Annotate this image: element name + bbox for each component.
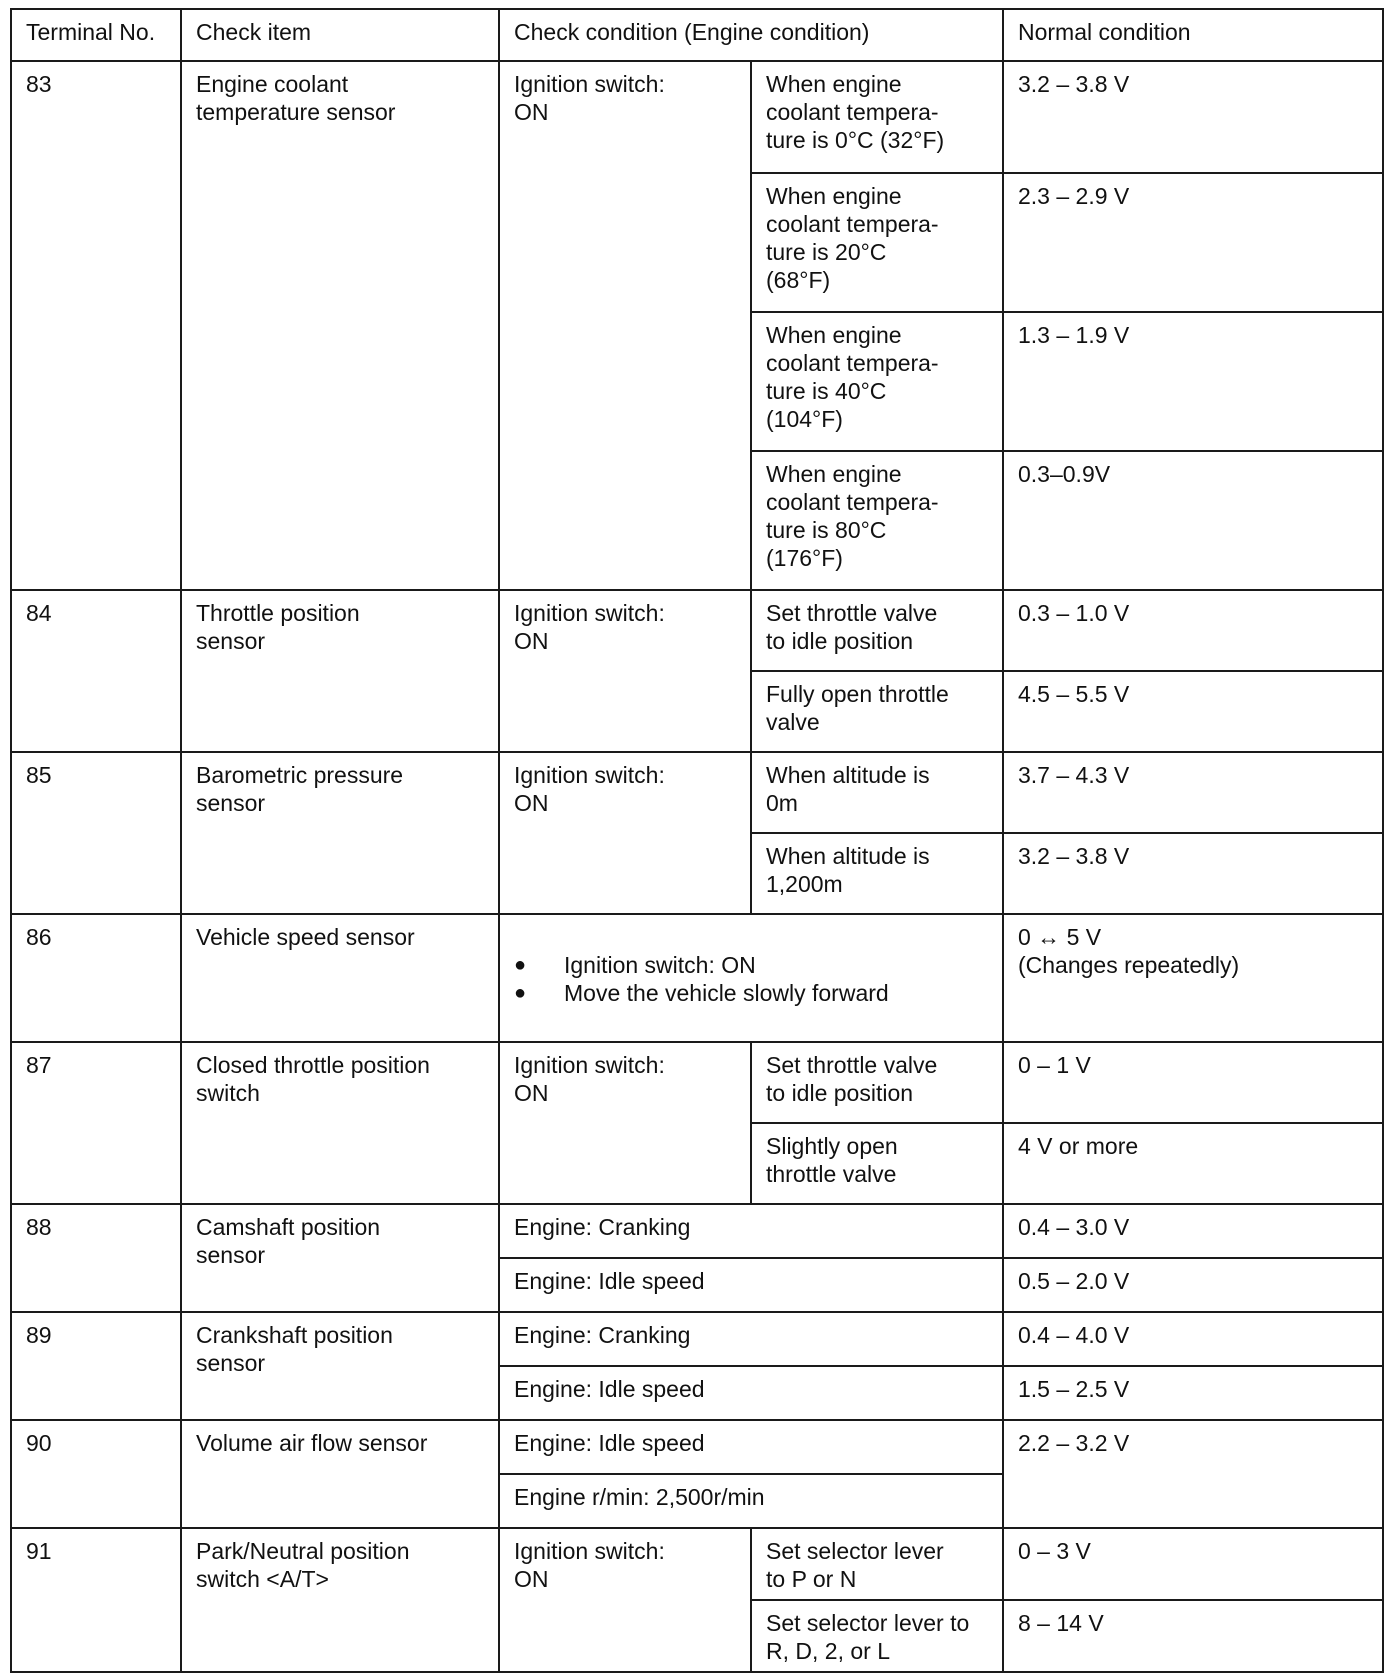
check-condition: Engine: Cranking: [499, 1204, 1003, 1258]
terminal-number: 90: [11, 1420, 181, 1528]
sub-condition: Set throttle valve to idle position: [751, 590, 1003, 671]
normal-condition: 3.2 – 3.8 V: [1003, 833, 1383, 914]
bullet-text: Ignition switch: ON: [564, 952, 756, 978]
check-condition: Ignition switch: ON: [499, 1042, 751, 1204]
normal-condition: 0 ↔ 5 V (Changes repeatedly): [1003, 914, 1383, 1042]
header-terminal-no: Terminal No.: [11, 9, 181, 61]
check-condition: Engine: Idle speed: [499, 1420, 1003, 1474]
check-condition: [499, 914, 1003, 1042]
check-condition: Engine r/min: 2,500r/min: [499, 1474, 1003, 1528]
sub-condition: Slightly open throttle valve: [751, 1123, 1003, 1204]
normal-condition: 3.7 – 4.3 V: [1003, 752, 1383, 833]
normal-condition: 3.2 – 3.8 V: [1003, 61, 1383, 173]
normal-condition: 4.5 – 5.5 V: [1003, 671, 1383, 752]
normal-condition: 0 – 1 V: [1003, 1042, 1383, 1123]
normal-condition: 1.3 – 1.9 V: [1003, 312, 1383, 451]
terminal-number: 83: [11, 61, 181, 590]
normal-condition: 2.3 – 2.9 V: [1003, 173, 1383, 312]
check-condition: Engine: Idle speed: [499, 1366, 1003, 1420]
table-row: [11, 1528, 1383, 1600]
check-item: Volume air flow sensor: [181, 1420, 499, 1528]
sub-condition: Set selector lever to P or N: [751, 1528, 1003, 1600]
check-condition: Ignition switch: ON: [499, 752, 751, 914]
sub-condition: Set selector lever to R, D, 2, or L: [751, 1600, 1003, 1672]
sub-condition: Set throttle valve to idle position: [751, 1042, 1003, 1123]
sub-condition: When altitude is 1,200m: [751, 833, 1003, 914]
terminal-number: 84: [11, 590, 181, 752]
header-check-condition: Check condition (Engine condition): [499, 9, 1003, 61]
check-item: Crankshaft position sensor: [181, 1312, 499, 1420]
normal-condition: 2.2 – 3.2 V: [1003, 1420, 1383, 1528]
header-normal-condition: Normal condition: [1003, 9, 1383, 61]
check-condition: Ignition switch: ON: [499, 1528, 751, 1672]
bullet-icon: ●: [514, 954, 527, 976]
terminal-number: 88: [11, 1204, 181, 1312]
terminal-number: 91: [11, 1528, 181, 1672]
bullet-list: [514, 951, 990, 1007]
check-item: Engine coolant temperature sensor: [181, 61, 499, 590]
check-item: Closed throttle position switch: [181, 1042, 499, 1204]
normal-condition: 0.4 – 3.0 V: [1003, 1204, 1383, 1258]
terminal-number: 86: [11, 914, 181, 1042]
check-item: Camshaft position sensor: [181, 1204, 499, 1312]
check-item: Throttle position sensor: [181, 590, 499, 752]
bullet-text: Move the vehicle slowly forward: [564, 980, 889, 1006]
header-check-item: Check item: [181, 9, 499, 61]
check-condition: Engine: Cranking: [499, 1312, 1003, 1366]
table-row: [11, 752, 1383, 833]
ecm-terminal-check-table: [10, 8, 1384, 1673]
bullet-item: [514, 979, 990, 1007]
table-row: [11, 61, 1383, 173]
normal-condition: 0.3 – 1.0 V: [1003, 590, 1383, 671]
check-condition: Ignition switch: ON: [499, 590, 751, 752]
sub-condition: When engine coolant tempera- ture is 0°C (32°F): [751, 61, 1003, 173]
terminal-number: 89: [11, 1312, 181, 1420]
terminal-number: 85: [11, 752, 181, 914]
normal-condition: 4 V or more: [1003, 1123, 1383, 1204]
check-item: Park/Neutral position switch <A/T>: [181, 1528, 499, 1672]
table-row: [11, 914, 1383, 1042]
check-item: Barometric pressure sensor: [181, 752, 499, 914]
normal-condition: 1.5 – 2.5 V: [1003, 1366, 1383, 1420]
check-condition: Ignition switch: ON: [499, 61, 751, 590]
sub-condition: Fully open throttle valve: [751, 671, 1003, 752]
check-condition: Engine: Idle speed: [499, 1258, 1003, 1312]
table-row: [11, 1204, 1383, 1258]
normal-condition: 0.4 – 4.0 V: [1003, 1312, 1383, 1366]
table-row: [11, 1312, 1383, 1366]
sub-condition: When engine coolant tempera- ture is 40°C (104°F): [751, 312, 1003, 451]
bullet-item: [514, 951, 990, 979]
sub-condition: When engine coolant tempera- ture is 20°C (68°F): [751, 173, 1003, 312]
sub-condition: When altitude is 0m: [751, 752, 1003, 833]
terminal-number: 87: [11, 1042, 181, 1204]
table-header-row: [11, 9, 1383, 61]
normal-condition: 0 – 3 V: [1003, 1528, 1383, 1600]
table-row: [11, 590, 1383, 671]
normal-condition: 0.3–0.9V: [1003, 451, 1383, 590]
bullet-icon: ●: [514, 982, 527, 1004]
normal-condition: 8 – 14 V: [1003, 1600, 1383, 1672]
check-item: Vehicle speed sensor: [181, 914, 499, 1042]
table-row: [11, 1420, 1383, 1474]
sub-condition: When engine coolant tempera- ture is 80°C (176°F): [751, 451, 1003, 590]
normal-condition: 0.5 – 2.0 V: [1003, 1258, 1383, 1312]
table-row: [11, 1042, 1383, 1123]
